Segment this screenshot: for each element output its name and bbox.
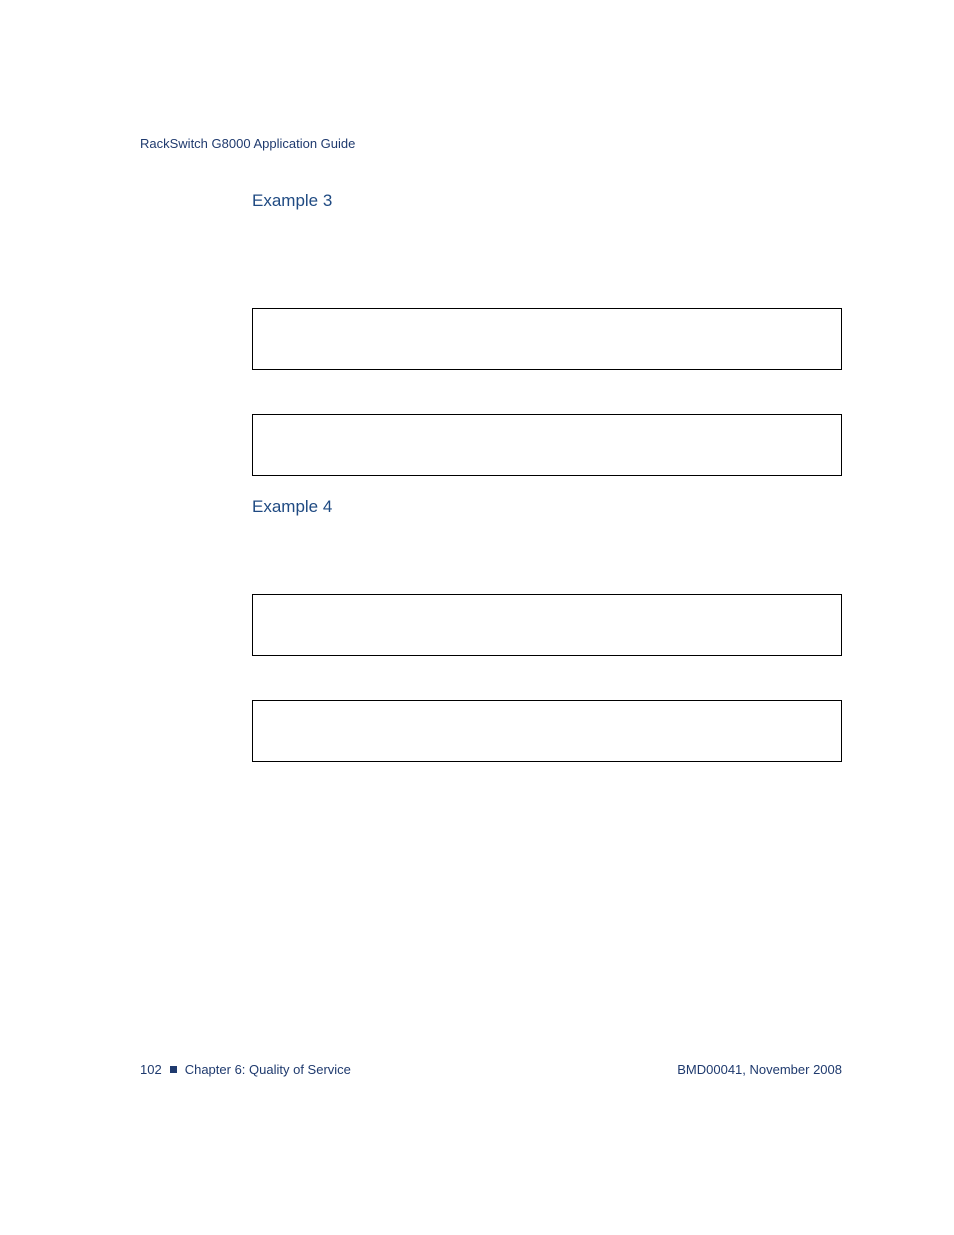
square-bullet-icon: [170, 1066, 177, 1073]
footer-left: [140, 1062, 351, 1077]
chapter-title: Chapter 6: Quality of Service: [184, 1062, 351, 1077]
page-number: 102: [140, 1062, 162, 1077]
code-box: [252, 308, 842, 370]
section-heading-example-4: Example 4: [252, 497, 333, 516]
running-header: RackSwitch G8000 Application Guide: [140, 136, 356, 151]
document-id: BMD00041, November 2008: [677, 1062, 842, 1077]
section-heading-example-3: Example 3: [252, 191, 333, 210]
code-box: [252, 594, 842, 656]
code-box: [252, 700, 842, 762]
code-box: [252, 414, 842, 476]
